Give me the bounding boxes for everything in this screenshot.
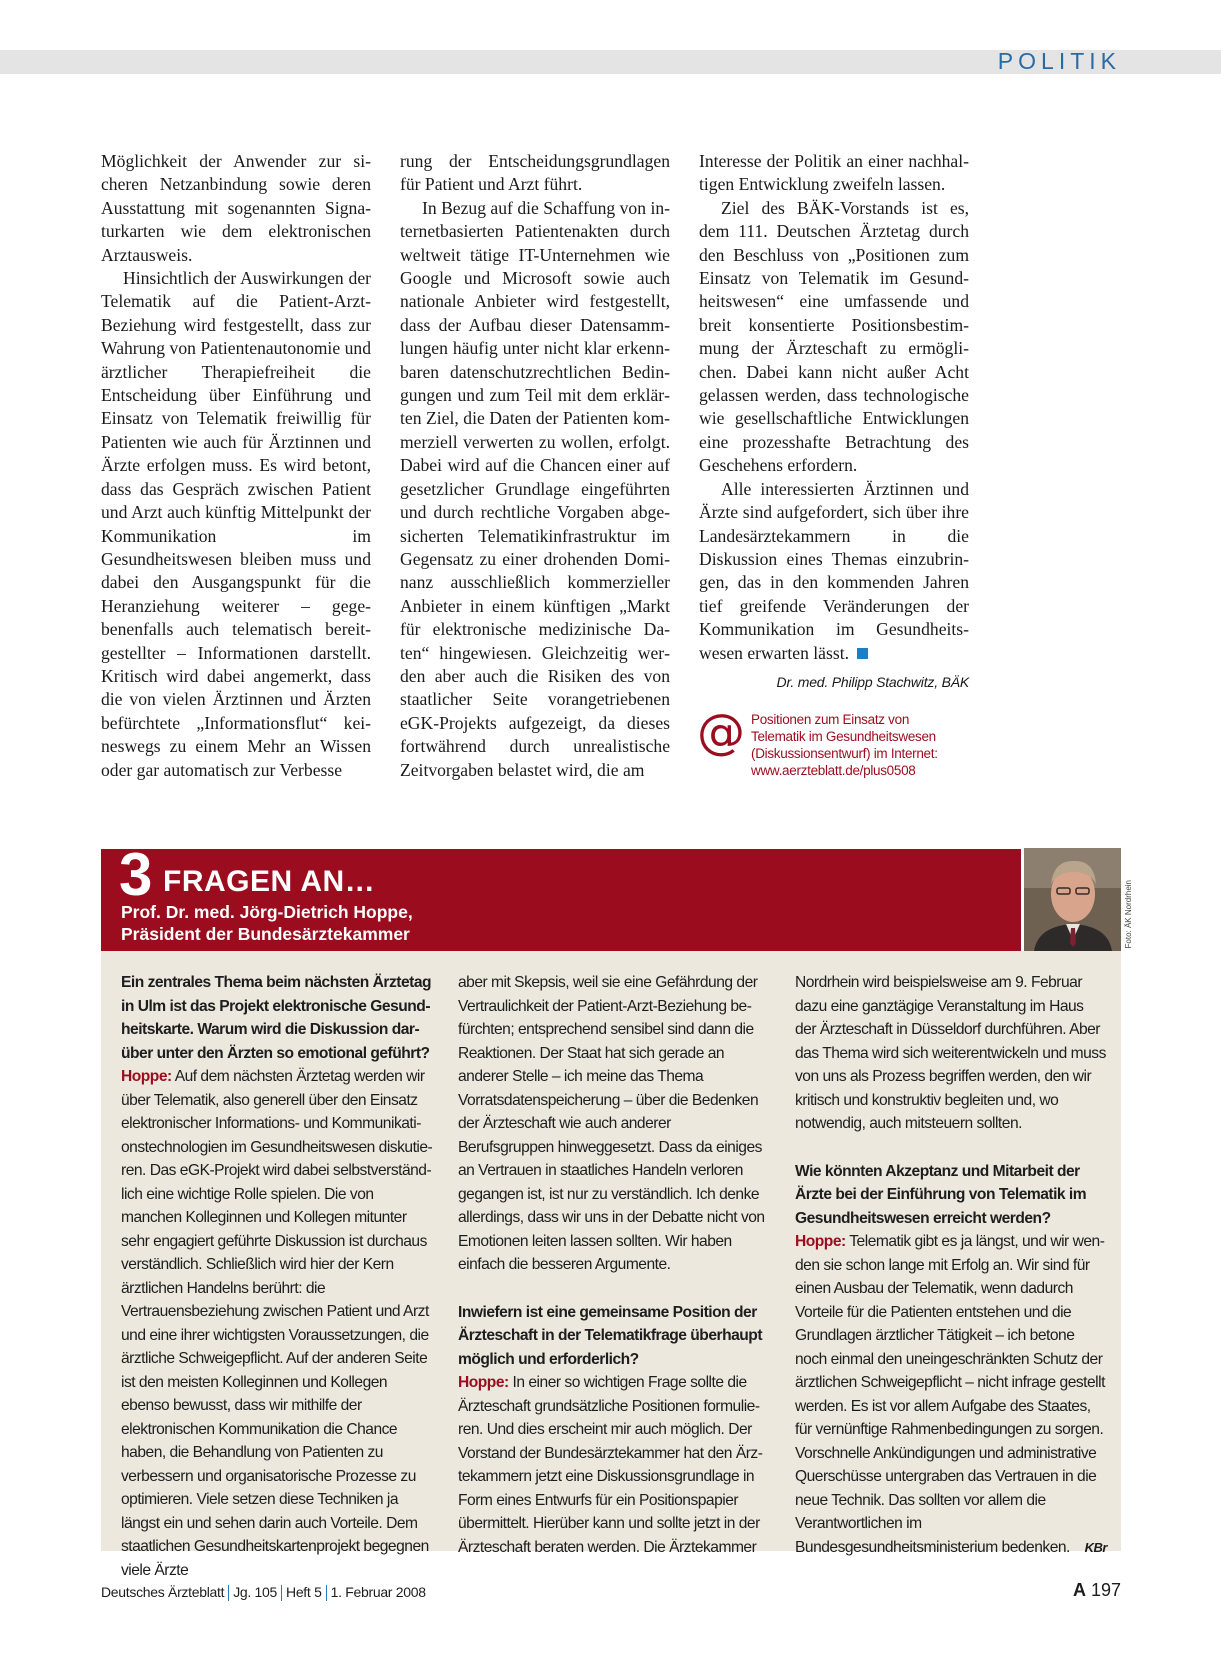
journal-issue: Heft 5: [286, 1584, 322, 1600]
page-number: [1073, 1580, 1121, 1601]
internet-line: (Diskussionsentwurf) im Internet:: [751, 746, 938, 761]
footer-separator: [281, 1585, 282, 1601]
answer-text: Auf dem nächsten Ärztetag werden wir über Telematik, also generell über den Einsatz elektronischer Informations- und Kommunikationstechnologien im Gesundheitswesen diskutieren. Das eGK-Projekt wird dabei selbstverständlich eine wichtige Rolle spielen. Die von manchen Kolleginnen und Kollegen mitunter sehr engagiert geführte Diskussion ist durchaus verständlich. Schließlich wird hier der Kern ärztlichen Handelns berührt: die Vertrauensbeziehung zwischen Patient und Arzt und eine ihrer wichtigsten Voraussetzungen, die ärztliche Schweigepflicht. Auf der anderen Seite ist den meisten Kolleginnen und Kollegen ebenso bewusst, dass wir mithilfe der elektronischen Kommunikation die Chance haben, die Behandlung von Patienten zu verbessern und organisatorische Prozesse zu optimieren. Viele setzen diese Techniken ja längst ein und sehen darin auch Vorteile. Dem staatlichen Gesundheitskartenprojekt begegnen viele Ärzte: [121, 1068, 433, 1579]
answer-text: Telematik gibt es ja längst, und wir wenden sie schon lange mit Erfolg an. Wir sind für einen Ausbau der Telematik, wenn dadurch Vorteile für die Patienten entstehen und die Grundlagen ärztlicher Tätigkeit – ich betone noch einmal den uneingeschränkten Schutz der ärztlichen Schweigepflicht – nicht infrage gestellt werden. Es ist vor allem Aufgabe des Staates, für vernünftige Rahmenbedingungen zu sorgen. Vorschnelle Ankündigungen und administrative Querschüsse untergraben das Vertrauen in die neue Technik. Das sollten vor allem die Verantwortlichen im Bundesgesundheitsministerium bedenken.: [795, 1233, 1105, 1556]
article-author: Dr. med. Philipp Stachwitz, BÄK: [776, 673, 969, 690]
article-column-2: [400, 150, 670, 782]
internet-link[interactable]: www.aerzteblatt.de/plus0508: [751, 763, 916, 778]
interview-answer: [121, 1065, 433, 1582]
journal-volume: Jg. 105: [233, 1584, 278, 1600]
interview-number: 3: [119, 841, 151, 908]
speaker-label: Hoppe:: [121, 1068, 172, 1085]
footer-separator: [326, 1585, 327, 1601]
page-number-value: 197: [1090, 1580, 1121, 1600]
article-column-1: [101, 150, 371, 782]
author-initials: KBr: [1084, 1539, 1107, 1555]
footer-citation: [101, 1584, 426, 1601]
at-sign-icon: @: [697, 704, 745, 760]
internet-reference-text: [751, 711, 938, 779]
interviewee-name-line: Prof. Dr. med. Jörg-Dietrich Hoppe,: [121, 902, 413, 922]
interview-answer: [458, 1371, 770, 1559]
article-column-3: [699, 150, 969, 694]
paragraph: rung der Entscheidungsgrundlagen für Patient und Arzt führt.: [400, 151, 670, 195]
paragraph: In Bezug auf die Schaffung von internetbasierten Patientenakten durch weltweit tätige IT-Unternehmen wie Google und Microsoft sowie auch nationale Anbieter wird festgestellt, dass der Aufbau dieser Datensammlungen häufig unter nicht klar erkennbaren datenschutzrechtlichen Bedingungen und zum Teil mit dem erklärten Ziel, die Daten der Patienten kommerziell verwerten zu wollen, erfolgt. Dabei wird auf die Chancen einer auf gesetzlicher Grundlage eingeführten und durch rechtliche Vorgaben abgesicherten Telematikinfrastruktur im Gegensatz zu einer drohenden Dominanz ausschließlich kommerzieller Anbieter in einem künftigen „Markt für elektronische medizinische Daten“ hingewiesen. Gleichzeitig werden aber auch die Risiken des von staatlicher Seite vorangetriebenen eGK-Projekts aufgezeigt, da dieses fortwährend durch unrealistische Zeitvorgaben belastet wird, die am: [400, 197, 670, 780]
portrait-photo: [1024, 848, 1121, 951]
end-mark-icon: [857, 648, 868, 659]
paragraph: [699, 478, 969, 665]
interview-column-1: [121, 971, 433, 1582]
interview-title: FRAGEN AN…: [163, 865, 376, 898]
interview-question: Wie könnten Akzeptanz und Mitarbeit der Ärzte bei der Einführung von Telematik im Gesundheitswesen erreicht werden?: [795, 1162, 1087, 1227]
portrait-image: [1024, 848, 1121, 951]
paragraph: Interesse der Politik an einer nachhaltigen Entwicklung zweifeln lassen.: [699, 151, 969, 195]
interviewee-role-line: Präsident der Bundesärztekammer: [121, 924, 410, 944]
page-prefix: A: [1072, 1580, 1086, 1600]
interview-question: Ein zentrales Thema beim nächsten Ärztetag in Ulm ist das Projekt elektronische Gesundheitskarte. Warum wird die Diskussion darüber unter den Ärzten so emotional geführt?: [121, 974, 432, 1062]
footer-separator: [228, 1585, 229, 1601]
interview-column-3: [795, 971, 1107, 1559]
journal-name: Deutsches Ärzteblatt: [101, 1584, 225, 1600]
paragraph: Ziel des BÄK-Vorstands ist es, dem 111. Deutschen Ärztetag durch den Beschluss von „Positionen zum Einsatz von Telematik im Gesundheitswesen“ eine umfassende und breit konsentierte Positionsbestimmung der Ärzteschaft zu ermöglichen. Dabei kann nicht außer Acht gelassen werden, dass technologische wie gesellschaftliche Entwicklungen eine prozesshafte Betrachtung des Geschehens erfordern.: [699, 197, 969, 476]
paragraph: Möglichkeit der Anwender zur sicheren Netzanbindung sowie deren Ausstattung mit sogenannten Signaturkarten wie dem elektronischen Arztausweis.: [101, 151, 371, 265]
journal-date: 1. Februar 2008: [330, 1584, 426, 1600]
interviewee-name: [121, 901, 413, 945]
answer-text: In einer so wichtigen Frage sollte die Ärzteschaft grundsätzliche Positionen formulieren. Und dies erscheint mir auch möglich. Der Vorstand der Bundesärztekammer hat den Ärztekammern jetzt eine Diskussionsgrundlage in Form eines Entwurfs für ein Positionspapier übermittelt. Hierüber kann und sollte jetzt in der Ärzteschaft beraten werden. Die Ärztekammer: [458, 1374, 763, 1556]
interview-header: [101, 841, 1021, 951]
paragraph-text: Alle interessierten Ärztinnen und Ärzte sind aufgefordert, sich über ihre Landesärztekammern in die Diskussion eines Themas einzubringen, das in den kommenden Jahren tief greifende Veränderungen der Kommunikation im Gesundheitswesen erwarten lässt.: [699, 478, 969, 663]
section-label: POLITIK: [997, 48, 1121, 74]
speaker-label: Hoppe:: [458, 1374, 509, 1391]
internet-line: Positionen zum Einsatz von: [751, 712, 910, 727]
interview-body: [101, 951, 1121, 1579]
answer-text: aber mit Skepsis, weil sie eine Gefährdung der Vertraulichkeit der Patient-Arzt-Beziehung befürchten; entsprechend sensibel sind dann die Reaktionen. Der Staat hat sich gerade an anderer Stelle – ich meine das Thema Vorratsdatenspeicherung – über die Bedenken der Ärzteschaft wie auch anderer Berufsgruppen hinweggesetzt. Dass da einiges an Vertrauen in staatliches Handeln verloren gegangen ist, ist nur zu verständlich. Ich denke allerdings, dass wir uns in der Debatte nicht von Emotionen leiten lassen sollten. Wir haben einfach die besseren Argumente.: [458, 974, 765, 1273]
speaker-label: Hoppe:: [795, 1233, 846, 1250]
internet-line: Telematik im Gesundheitswesen: [751, 729, 936, 744]
interview-question: Inwiefern ist eine gemeinsame Position der Ärzteschaft in der Telematikfrage überhaupt möglich und erforderlich?: [458, 1303, 763, 1368]
interview-answer: [795, 1230, 1107, 1559]
paragraph: Hinsichtlich der Auswirkungen der Telematik auf die Patient-Arzt-Beziehung wird festgestellt, dass zur Wahrung von Patientenautonomie und ärztlicher Therapiefreiheit die Entscheidung über Einführung und Einsatz von Telematik freiwillig für Patienten wie auch für Ärztinnen und Ärzte erfolgen muss. Es wird betont, dass das Gespräch zwischen Patient und Arzt auch künftig Mittelpunkt der Kommunikation im Gesundheitswesen bleiben muss und dabei den Ausgangspunkt für die Heranziehung weiterer – gegebenenfalls auch telematisch bereitgestellter – Informationen darstellt. Kritisch wird dabei angemerkt, dass die von vielen Ärztinnen und Ärzten befürchtete „Informationsflut“ keineswegs zu einem Mehr an Wissen oder gar automatisch zur Verbesse: [101, 268, 371, 780]
answer-text: Nordrhein wird beispielsweise am 9. Februar dazu eine ganztägige Veranstaltung im Haus der Ärzteschaft in Düsseldorf durchführen. Aber das Thema wird sich weiterentwickeln und muss von uns als Prozess begriffen werden, den wir kritisch und konstruktiv begleiten und, wo notwendig, auch mitsteuern sollten.: [795, 974, 1106, 1132]
photo-credit: Foto: ÄK Nordrhein: [1124, 880, 1133, 949]
interview-column-2: [458, 971, 770, 1559]
